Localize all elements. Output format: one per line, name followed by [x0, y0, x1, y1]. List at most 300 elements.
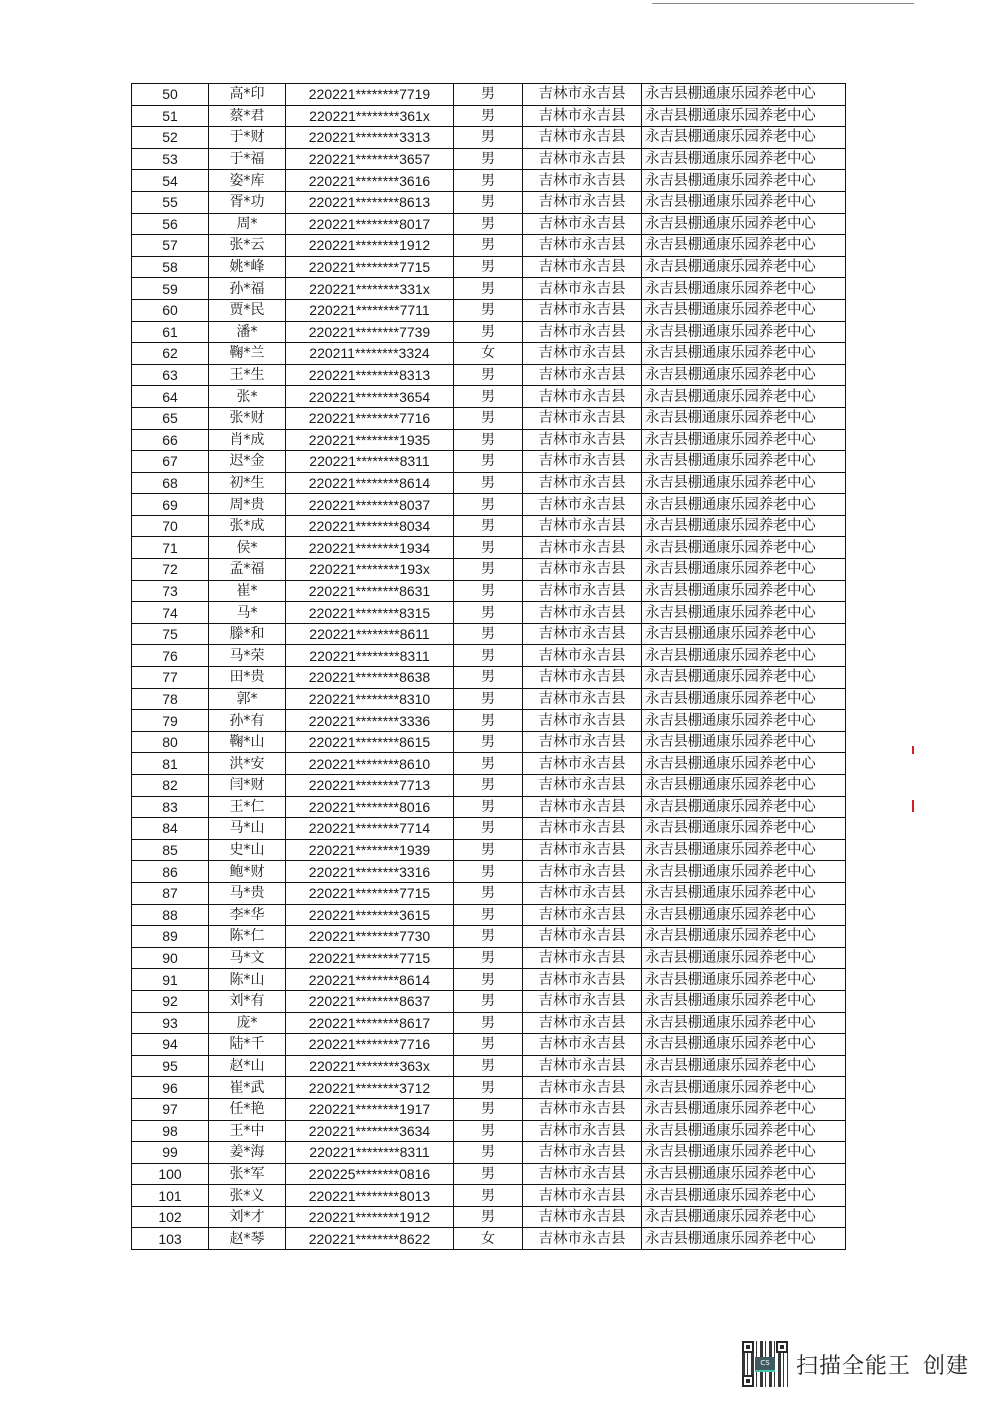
table-row	[132, 364, 846, 386]
table-row	[132, 429, 846, 451]
row-number-cell: 97	[132, 1098, 209, 1120]
person-name-cell: 于*财	[209, 127, 286, 149]
row-number-cell: 77	[132, 667, 209, 689]
address-cell: 吉林市永吉县	[523, 364, 642, 386]
table-row	[132, 775, 846, 797]
person-name-cell: 姜*海	[209, 1142, 286, 1164]
organization-cell: 永吉县棚通康乐园养老中心	[642, 969, 846, 991]
row-number-cell: 99	[132, 1142, 209, 1164]
qr-code-icon	[742, 1341, 788, 1387]
roster-body	[132, 84, 846, 1250]
person-name-cell: 张*义	[209, 1185, 286, 1207]
organization-cell: 永吉县棚通康乐园养老中心	[642, 364, 846, 386]
organization-cell: 永吉县棚通康乐园养老中心	[642, 213, 846, 235]
table-row	[132, 667, 846, 689]
gender-cell: 男	[454, 1185, 523, 1207]
table-row	[132, 1055, 846, 1077]
id-number-cell: 220221********8310	[286, 688, 454, 710]
id-number-cell: 220221********8615	[286, 731, 454, 753]
row-number-cell: 94	[132, 1034, 209, 1056]
row-number-cell: 50	[132, 84, 209, 106]
person-name-cell: 刘*才	[209, 1206, 286, 1228]
organization-cell: 永吉县棚通康乐园养老中心	[642, 947, 846, 969]
organization-cell: 永吉县棚通康乐园养老中心	[642, 1098, 846, 1120]
address-cell: 吉林市永吉县	[523, 1228, 642, 1250]
row-number-cell: 51	[132, 105, 209, 127]
table-row	[132, 796, 846, 818]
table-row	[132, 299, 846, 321]
organization-cell: 永吉县棚通康乐园养老中心	[642, 580, 846, 602]
person-name-cell: 崔*	[209, 580, 286, 602]
address-cell: 吉林市永吉县	[523, 1012, 642, 1034]
row-number-cell: 74	[132, 602, 209, 624]
address-cell: 吉林市永吉县	[523, 213, 642, 235]
row-number-cell: 70	[132, 515, 209, 537]
row-number-cell: 71	[132, 537, 209, 559]
person-name-cell: 任*艳	[209, 1098, 286, 1120]
person-name-cell: 鞠*兰	[209, 343, 286, 365]
table-row	[132, 84, 846, 106]
organization-cell: 永吉县棚通康乐园养老中心	[642, 688, 846, 710]
row-number-cell: 75	[132, 623, 209, 645]
organization-cell: 永吉县棚通康乐园养老中心	[642, 861, 846, 883]
id-number-cell: 220221********7730	[286, 926, 454, 948]
person-name-cell: 闫*财	[209, 775, 286, 797]
gender-cell: 男	[454, 602, 523, 624]
organization-cell: 永吉县棚通康乐园养老中心	[642, 926, 846, 948]
gender-cell: 男	[454, 299, 523, 321]
gender-cell: 男	[454, 1206, 523, 1228]
gender-cell: 男	[454, 191, 523, 213]
person-name-cell: 初*生	[209, 472, 286, 494]
gender-cell: 男	[454, 753, 523, 775]
gender-cell: 男	[454, 1098, 523, 1120]
address-cell: 吉林市永吉县	[523, 1185, 642, 1207]
id-number-cell: 220221********8313	[286, 364, 454, 386]
gender-cell: 男	[454, 645, 523, 667]
address-cell: 吉林市永吉县	[523, 299, 642, 321]
table-row	[132, 580, 846, 602]
person-name-cell: 肖*成	[209, 429, 286, 451]
address-cell: 吉林市永吉县	[523, 105, 642, 127]
gender-cell: 男	[454, 1142, 523, 1164]
table-row	[132, 1206, 846, 1228]
person-name-cell: 姚*峰	[209, 256, 286, 278]
person-name-cell: 马*	[209, 602, 286, 624]
address-cell: 吉林市永吉县	[523, 926, 642, 948]
address-cell: 吉林市永吉县	[523, 1055, 642, 1077]
id-number-cell: 220221********193x	[286, 559, 454, 581]
gender-cell: 男	[454, 256, 523, 278]
address-cell: 吉林市永吉县	[523, 515, 642, 537]
person-name-cell: 迟*金	[209, 451, 286, 473]
gender-cell: 男	[454, 861, 523, 883]
row-number-cell: 73	[132, 580, 209, 602]
address-cell: 吉林市永吉县	[523, 861, 642, 883]
address-cell: 吉林市永吉县	[523, 1120, 642, 1142]
person-name-cell: 蔡*君	[209, 105, 286, 127]
id-number-cell: 220221********1917	[286, 1098, 454, 1120]
gender-cell: 男	[454, 84, 523, 106]
gender-cell: 男	[454, 818, 523, 840]
organization-cell: 永吉县棚通康乐园养老中心	[642, 796, 846, 818]
address-cell: 吉林市永吉县	[523, 537, 642, 559]
table-row	[132, 990, 846, 1012]
organization-cell: 永吉县棚通康乐园养老中心	[642, 990, 846, 1012]
address-cell: 吉林市永吉县	[523, 753, 642, 775]
gender-cell: 男	[454, 904, 523, 926]
person-name-cell: 田*贵	[209, 667, 286, 689]
address-cell: 吉林市永吉县	[523, 451, 642, 473]
id-number-cell: 220225********0816	[286, 1163, 454, 1185]
id-number-cell: 220221********3615	[286, 904, 454, 926]
organization-cell: 永吉县棚通康乐园养老中心	[642, 731, 846, 753]
gender-cell: 男	[454, 623, 523, 645]
person-name-cell: 王*生	[209, 364, 286, 386]
table-row	[132, 882, 846, 904]
organization-cell: 永吉县棚通康乐园养老中心	[642, 818, 846, 840]
person-name-cell: 王*中	[209, 1120, 286, 1142]
gender-cell: 男	[454, 947, 523, 969]
row-number-cell: 90	[132, 947, 209, 969]
id-number-cell: 220221********7714	[286, 818, 454, 840]
organization-cell: 永吉县棚通康乐园养老中心	[642, 235, 846, 257]
table-row	[132, 105, 846, 127]
table-row	[132, 1120, 846, 1142]
gender-cell: 男	[454, 1077, 523, 1099]
table-row	[132, 386, 846, 408]
id-number-cell: 220221********1939	[286, 839, 454, 861]
gender-cell: 男	[454, 1034, 523, 1056]
row-number-cell: 102	[132, 1206, 209, 1228]
id-number-cell: 220221********8013	[286, 1185, 454, 1207]
row-number-cell: 61	[132, 321, 209, 343]
id-number-cell: 220221********8631	[286, 580, 454, 602]
id-number-cell: 220221********8622	[286, 1228, 454, 1250]
gender-cell: 男	[454, 1163, 523, 1185]
row-number-cell: 101	[132, 1185, 209, 1207]
table-row	[132, 494, 846, 516]
gender-cell: 男	[454, 990, 523, 1012]
row-number-cell: 91	[132, 969, 209, 991]
organization-cell: 永吉县棚通康乐园养老中心	[642, 559, 846, 581]
id-number-cell: 220221********8016	[286, 796, 454, 818]
row-number-cell: 62	[132, 343, 209, 365]
organization-cell: 永吉县棚通康乐园养老中心	[642, 105, 846, 127]
organization-cell: 永吉县棚通康乐园养老中心	[642, 775, 846, 797]
address-cell: 吉林市永吉县	[523, 602, 642, 624]
id-number-cell: 220221********8617	[286, 1012, 454, 1034]
organization-cell: 永吉县棚通康乐园养老中心	[642, 1163, 846, 1185]
id-number-cell: 220221********8037	[286, 494, 454, 516]
gender-cell: 男	[454, 213, 523, 235]
row-number-cell: 79	[132, 710, 209, 732]
organization-cell: 永吉县棚通康乐园养老中心	[642, 1077, 846, 1099]
person-name-cell: 滕*和	[209, 623, 286, 645]
row-number-cell: 59	[132, 278, 209, 300]
row-number-cell: 98	[132, 1120, 209, 1142]
person-name-cell: 周*贵	[209, 494, 286, 516]
gender-cell: 男	[454, 472, 523, 494]
id-number-cell: 220221********8613	[286, 191, 454, 213]
gender-cell: 男	[454, 386, 523, 408]
gender-cell: 女	[454, 1228, 523, 1250]
id-number-cell: 220221********7715	[286, 947, 454, 969]
watermark-text	[796, 1349, 969, 1380]
row-number-cell: 103	[132, 1228, 209, 1250]
organization-cell: 永吉县棚通康乐园养老中心	[642, 1185, 846, 1207]
watermark-action: 创建	[923, 1353, 970, 1379]
address-cell: 吉林市永吉县	[523, 904, 642, 926]
id-number-cell: 220221********3316	[286, 861, 454, 883]
address-cell: 吉林市永吉县	[523, 1034, 642, 1056]
organization-cell: 永吉县棚通康乐园养老中心	[642, 1206, 846, 1228]
address-cell: 吉林市永吉县	[523, 407, 642, 429]
row-number-cell: 65	[132, 407, 209, 429]
address-cell: 吉林市永吉县	[523, 580, 642, 602]
watermark-app-name: 扫描全能王	[796, 1353, 912, 1379]
gender-cell: 男	[454, 407, 523, 429]
gender-cell: 男	[454, 1012, 523, 1034]
address-cell: 吉林市永吉县	[523, 343, 642, 365]
organization-cell: 永吉县棚通康乐园养老中心	[642, 645, 846, 667]
row-number-cell: 80	[132, 731, 209, 753]
table-row	[132, 947, 846, 969]
address-cell: 吉林市永吉县	[523, 1163, 642, 1185]
address-cell: 吉林市永吉县	[523, 235, 642, 257]
table-row	[132, 1034, 846, 1056]
organization-cell: 永吉县棚通康乐园养老中心	[642, 882, 846, 904]
row-number-cell: 68	[132, 472, 209, 494]
row-number-cell: 92	[132, 990, 209, 1012]
organization-cell: 永吉县棚通康乐园养老中心	[642, 191, 846, 213]
table-row	[132, 602, 846, 624]
person-name-cell: 孙*福	[209, 278, 286, 300]
row-number-cell: 83	[132, 796, 209, 818]
table-row	[132, 861, 846, 883]
table-row	[132, 451, 846, 473]
address-cell: 吉林市永吉县	[523, 882, 642, 904]
row-number-cell: 53	[132, 148, 209, 170]
person-name-cell: 周*	[209, 213, 286, 235]
organization-cell: 永吉县棚通康乐园养老中心	[642, 839, 846, 861]
organization-cell: 永吉县棚通康乐园养老中心	[642, 429, 846, 451]
person-name-cell: 郭*	[209, 688, 286, 710]
table-row	[132, 1012, 846, 1034]
person-name-cell: 赵*琴	[209, 1228, 286, 1250]
person-name-cell: 孙*有	[209, 710, 286, 732]
person-name-cell: 张*成	[209, 515, 286, 537]
gender-cell: 男	[454, 731, 523, 753]
id-number-cell: 220221********8637	[286, 990, 454, 1012]
id-number-cell: 220221********1912	[286, 1206, 454, 1228]
gender-cell: 男	[454, 839, 523, 861]
row-number-cell: 54	[132, 170, 209, 192]
table-row	[132, 753, 846, 775]
id-number-cell: 220221********8311	[286, 645, 454, 667]
row-number-cell: 95	[132, 1055, 209, 1077]
id-number-cell: 220221********8034	[286, 515, 454, 537]
organization-cell: 永吉县棚通康乐园养老中心	[642, 472, 846, 494]
address-cell: 吉林市永吉县	[523, 256, 642, 278]
address-cell: 吉林市永吉县	[523, 667, 642, 689]
person-name-cell: 于*福	[209, 148, 286, 170]
address-cell: 吉林市永吉县	[523, 645, 642, 667]
table-row	[132, 256, 846, 278]
scanner-watermark	[742, 1340, 969, 1388]
id-number-cell: 220221********363x	[286, 1055, 454, 1077]
row-number-cell: 87	[132, 882, 209, 904]
address-cell: 吉林市永吉县	[523, 321, 642, 343]
id-number-cell: 220221********7719	[286, 84, 454, 106]
row-number-cell: 100	[132, 1163, 209, 1185]
id-number-cell: 220221********7711	[286, 299, 454, 321]
row-number-cell: 93	[132, 1012, 209, 1034]
id-number-cell: 220221********8610	[286, 753, 454, 775]
table-row	[132, 1163, 846, 1185]
gender-cell: 男	[454, 796, 523, 818]
person-name-cell: 马*贵	[209, 882, 286, 904]
address-cell: 吉林市永吉县	[523, 839, 642, 861]
id-number-cell: 220221********8614	[286, 472, 454, 494]
table-row	[132, 191, 846, 213]
person-name-cell: 贾*民	[209, 299, 286, 321]
organization-cell: 永吉县棚通康乐园养老中心	[642, 278, 846, 300]
table-row	[132, 537, 846, 559]
row-number-cell: 81	[132, 753, 209, 775]
id-number-cell: 220221********3712	[286, 1077, 454, 1099]
address-cell: 吉林市永吉县	[523, 969, 642, 991]
row-number-cell: 64	[132, 386, 209, 408]
top-edge-line	[652, 3, 914, 4]
organization-cell: 永吉县棚通康乐园养老中心	[642, 667, 846, 689]
organization-cell: 永吉县棚通康乐园养老中心	[642, 343, 846, 365]
gender-cell: 男	[454, 170, 523, 192]
gender-cell: 男	[454, 235, 523, 257]
address-cell: 吉林市永吉县	[523, 559, 642, 581]
gender-cell: 男	[454, 926, 523, 948]
organization-cell: 永吉县棚通康乐园养老中心	[642, 1012, 846, 1034]
organization-cell: 永吉县棚通康乐园养老中心	[642, 1034, 846, 1056]
person-name-cell: 侯*	[209, 537, 286, 559]
address-cell: 吉林市永吉县	[523, 1142, 642, 1164]
address-cell: 吉林市永吉县	[523, 278, 642, 300]
id-number-cell: 220221********8311	[286, 1142, 454, 1164]
address-cell: 吉林市永吉县	[523, 990, 642, 1012]
id-number-cell: 220221********1912	[286, 235, 454, 257]
table-row	[132, 688, 846, 710]
table-row	[132, 1098, 846, 1120]
gender-cell: 男	[454, 321, 523, 343]
gender-cell: 男	[454, 688, 523, 710]
address-cell: 吉林市永吉县	[523, 127, 642, 149]
gender-cell: 男	[454, 969, 523, 991]
person-name-cell: 庞*	[209, 1012, 286, 1034]
organization-cell: 永吉县棚通康乐园养老中心	[642, 1055, 846, 1077]
table-row	[132, 515, 846, 537]
address-cell: 吉林市永吉县	[523, 710, 642, 732]
row-number-cell: 58	[132, 256, 209, 278]
id-number-cell: 220211********3324	[286, 343, 454, 365]
address-cell: 吉林市永吉县	[523, 170, 642, 192]
gender-cell: 男	[454, 148, 523, 170]
organization-cell: 永吉县棚通康乐园养老中心	[642, 753, 846, 775]
table-row	[132, 472, 846, 494]
organization-cell: 永吉县棚通康乐园养老中心	[642, 148, 846, 170]
organization-cell: 永吉县棚通康乐园养老中心	[642, 904, 846, 926]
address-cell: 吉林市永吉县	[523, 386, 642, 408]
row-number-cell: 86	[132, 861, 209, 883]
id-number-cell: 220221********8315	[286, 602, 454, 624]
table-row	[132, 559, 846, 581]
row-number-cell: 72	[132, 559, 209, 581]
table-row	[132, 1077, 846, 1099]
address-cell: 吉林市永吉县	[523, 731, 642, 753]
row-number-cell: 52	[132, 127, 209, 149]
id-number-cell: 220221********7739	[286, 321, 454, 343]
organization-cell: 永吉县棚通康乐园养老中心	[642, 170, 846, 192]
person-name-cell: 张*财	[209, 407, 286, 429]
row-number-cell: 84	[132, 818, 209, 840]
id-number-cell: 220221********1934	[286, 537, 454, 559]
id-number-cell: 220221********8638	[286, 667, 454, 689]
person-name-cell: 崔*武	[209, 1077, 286, 1099]
organization-cell: 永吉县棚通康乐园养老中心	[642, 623, 846, 645]
person-name-cell: 陈*山	[209, 969, 286, 991]
organization-cell: 永吉县棚通康乐园养老中心	[642, 710, 846, 732]
organization-cell: 永吉县棚通康乐园养老中心	[642, 299, 846, 321]
margin-mark-2	[912, 800, 914, 812]
person-name-cell: 姿*库	[209, 170, 286, 192]
address-cell: 吉林市永吉县	[523, 494, 642, 516]
gender-cell: 男	[454, 278, 523, 300]
id-number-cell: 220221********8614	[286, 969, 454, 991]
row-number-cell: 96	[132, 1077, 209, 1099]
gender-cell: 男	[454, 429, 523, 451]
id-number-cell: 220221********3654	[286, 386, 454, 408]
gender-cell: 女	[454, 343, 523, 365]
table-row	[132, 213, 846, 235]
gender-cell: 男	[454, 451, 523, 473]
person-name-cell: 刘*有	[209, 990, 286, 1012]
person-name-cell: 陈*仁	[209, 926, 286, 948]
person-name-cell: 陆*千	[209, 1034, 286, 1056]
row-number-cell: 88	[132, 904, 209, 926]
table-row	[132, 1185, 846, 1207]
organization-cell: 永吉县棚通康乐园养老中心	[642, 451, 846, 473]
table-row	[132, 731, 846, 753]
row-number-cell: 78	[132, 688, 209, 710]
table-row	[132, 1228, 846, 1250]
organization-cell: 永吉县棚通康乐园养老中心	[642, 515, 846, 537]
organization-cell: 永吉县棚通康乐园养老中心	[642, 256, 846, 278]
id-number-cell: 220221********7715	[286, 256, 454, 278]
organization-cell: 永吉县棚通康乐园养老中心	[642, 407, 846, 429]
person-name-cell: 张*	[209, 386, 286, 408]
id-number-cell: 220221********1935	[286, 429, 454, 451]
person-name-cell: 马*文	[209, 947, 286, 969]
address-cell: 吉林市永吉县	[523, 472, 642, 494]
id-number-cell: 220221********3616	[286, 170, 454, 192]
gender-cell: 男	[454, 494, 523, 516]
row-number-cell: 67	[132, 451, 209, 473]
table-row	[132, 235, 846, 257]
id-number-cell: 220221********7713	[286, 775, 454, 797]
organization-cell: 永吉县棚通康乐园养老中心	[642, 537, 846, 559]
table-row	[132, 321, 846, 343]
id-number-cell: 220221********7716	[286, 1034, 454, 1056]
person-name-cell: 马*山	[209, 818, 286, 840]
